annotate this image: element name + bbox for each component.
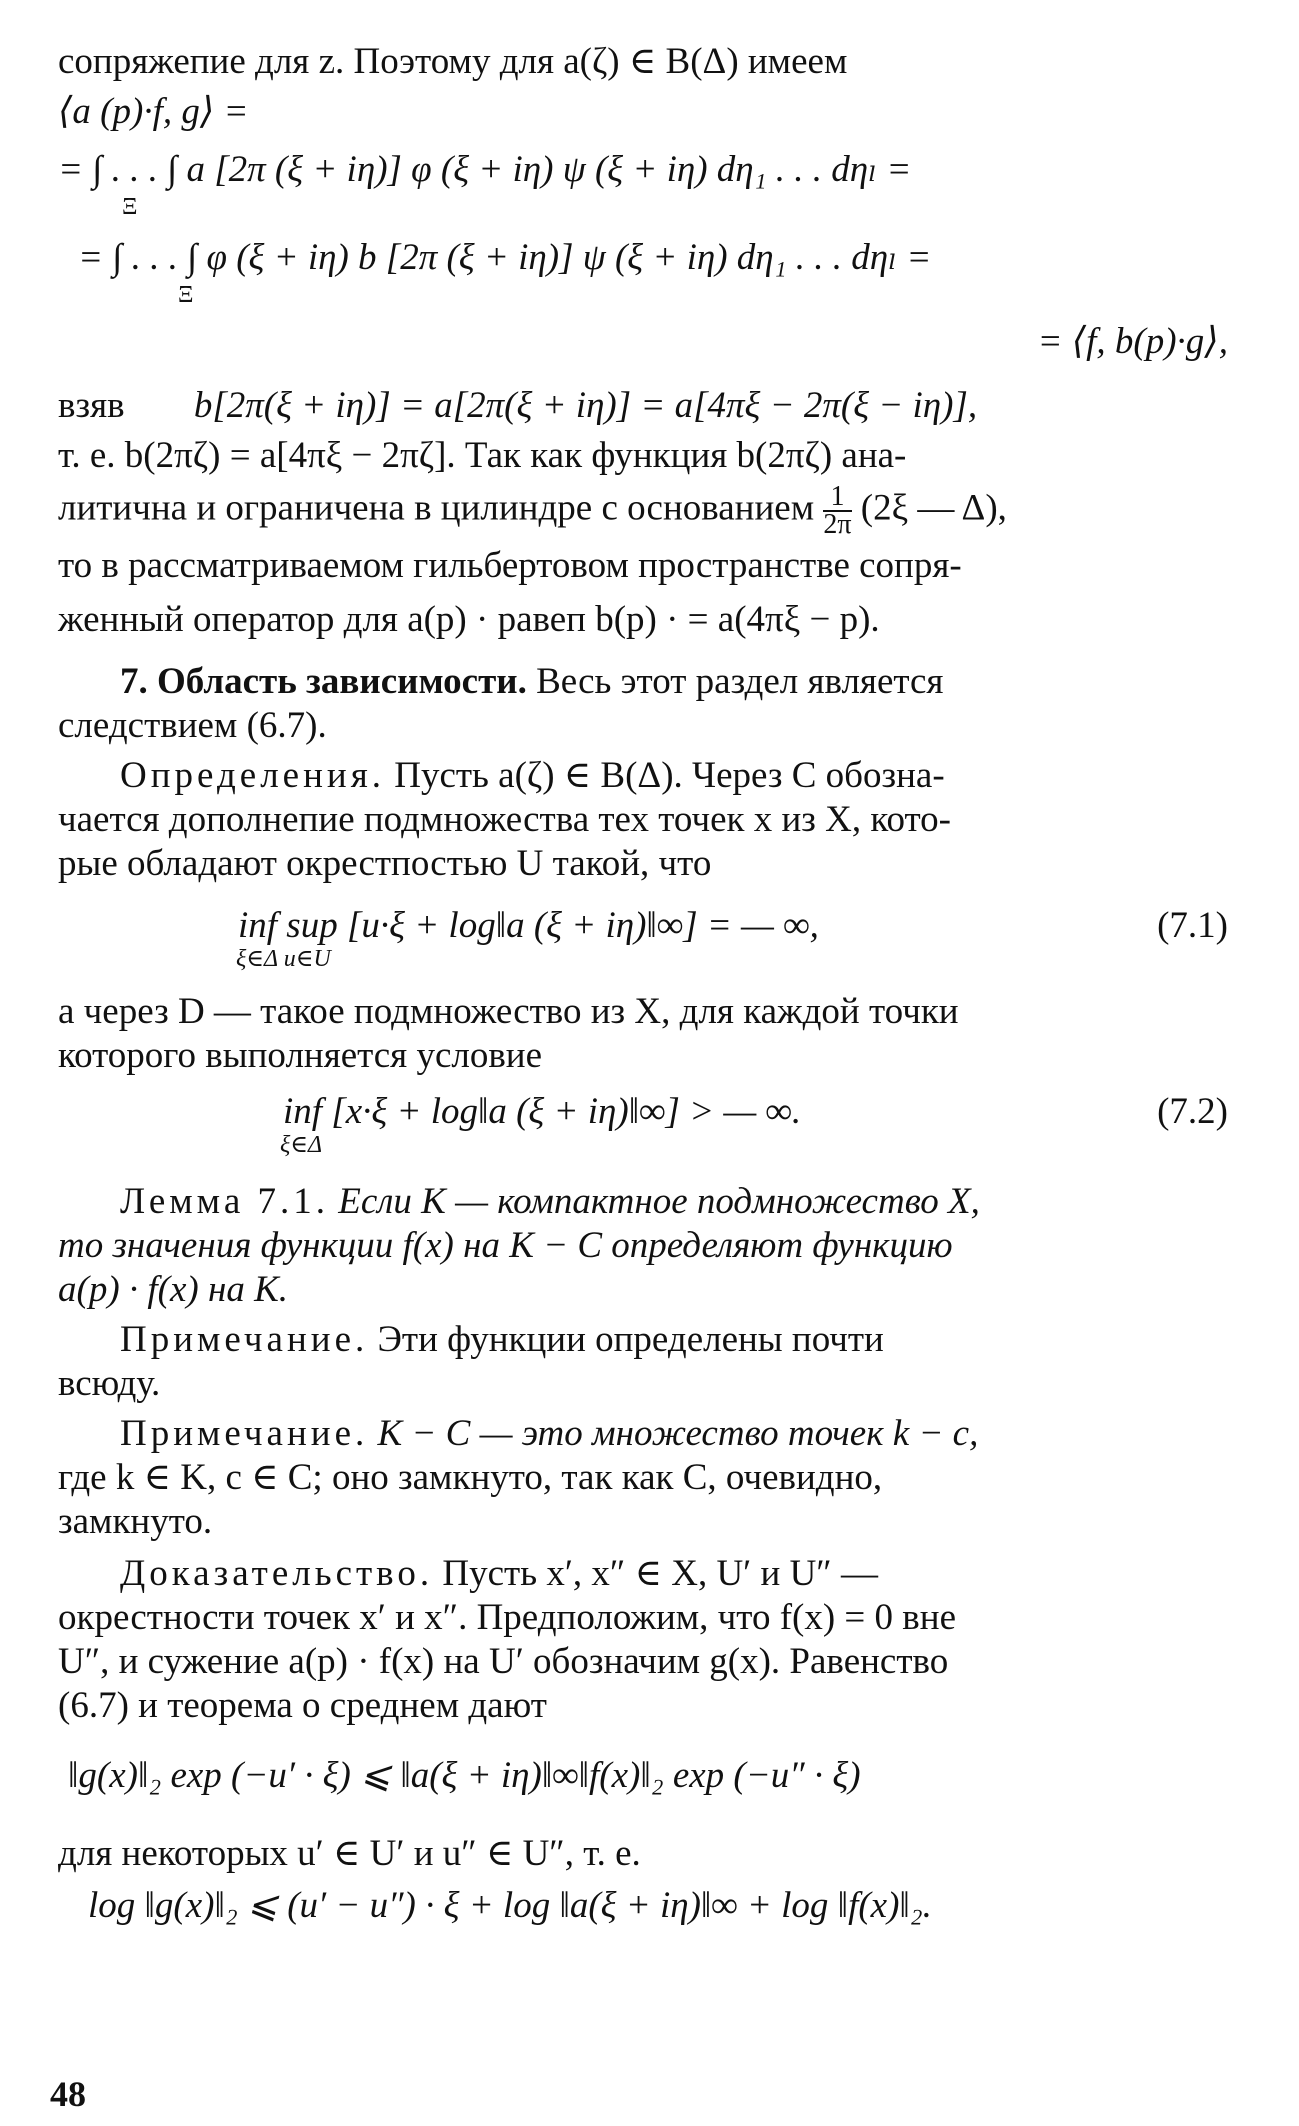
text-line: следствием (6.7). [58,705,327,746]
text-line: U″, и сужение a(p) · f(x) на U′ обозначим g(x). Равенство [58,1641,949,1682]
text-line: замкнуто. [58,1501,213,1542]
text-line: для некоторых u′ ∈ U′ и u″ ∈ U″, т. е. [58,1833,641,1874]
equation-7-2 [58,1090,1228,1160]
text-line: всюду. [58,1363,161,1404]
equation-line [58,236,1228,308]
inequality-line: ‖g(x)‖₂ exp (−u′ · ξ) ⩽ ‖a(ξ + iη)‖∞‖f(x)‖₂ exp (−u″ · ξ) [68,1755,861,1796]
note-label: Примечание. [120,1413,369,1454]
proof-label: Доказательство. [120,1553,434,1594]
text-line: чается дополнепие подмножества тех точек x из X, кото- [58,799,951,840]
section-heading-line [58,660,1228,704]
fraction-numerator: 1 [823,484,851,512]
text-line: (6.7) и теорема о среднем дают [58,1685,547,1726]
text-fragment: Весь этот раздел является [526,661,944,702]
equation-line: = ⟨f, b(p)·g⟩, [1037,321,1228,362]
note-line [58,1318,1228,1362]
equation-subscript: Ξ [122,194,138,220]
fraction [823,481,852,540]
equation-subscript: Ξ [178,282,194,308]
text-line: a(p) · f(x) на K. [58,1269,289,1310]
text-fragment: Пусть x′, x″ ∈ X, U′ и U″ — [433,1553,878,1594]
equation-7-1 [58,904,1228,974]
note-line [58,1412,1228,1456]
proof-line [58,1552,1228,1596]
text-fragment: Если K — компактное подмножество X, [329,1181,980,1222]
text-line: окрестности точек x′ и x″. Предположим, что f(x) = 0 вне [58,1597,956,1638]
fraction-denominator: 2π [823,509,852,540]
text-line: сопряжепие для z. Поэтому для a(ζ) ∈ B(Δ) имеем [58,41,848,82]
text-line: которого выполняется условие [58,1035,543,1076]
equation-subscript: ξ∈Δ u∈U [236,946,331,972]
lemma-label: Лемма 7.1. [120,1181,330,1222]
text-line: а через D — такое подмножество из X, для каждой точки [58,991,959,1032]
equation-text: = ∫ . . . ∫ a [2π (ξ + iη)] φ (ξ + iη) ψ (ξ + iη) dη₁ . . . dηₗ = [58,149,912,190]
text-line: т. е. b(2πζ) = a[4πξ − 2πζ]. Так как функция b(2πζ) ана- [58,435,907,476]
page-number: 48 [50,2074,86,2114]
text-line: рые обладают окрестпостью U такой, что [58,843,712,884]
text-line: ⟨a (p)·f, g⟩ = [58,91,249,132]
equation-text: = ∫ . . . ∫ φ (ξ + iη) b [2π (ξ + iη)] ψ (ξ + iη) dη₁ . . . dηₗ = [78,237,932,278]
equation-text: inf [x·ξ + log‖a (ξ + iη)‖∞] > — ∞. [283,1091,802,1132]
text-line [58,754,1228,798]
note-label: Примечание. [120,1319,369,1360]
text-line [58,481,1228,540]
text-fragment: (2ξ — Δ), [860,487,1007,529]
text-line: то значения функции f(x) на K − C определяют функцию [58,1225,953,1266]
inequality-line: log ‖g(x)‖₂ ⩽ (u′ − u″) · ξ + log ‖a(ξ + iη)‖∞ + log ‖f(x)‖₂. [88,1885,932,1926]
text-fragment: Эти функции определены почти [368,1319,884,1360]
text-line: женный оператор для a(p) · равеп b(p) · = a(4πξ − p). [58,599,880,640]
text-fragment: K − C — это множество точек k − c, [368,1413,979,1454]
text-line: где k ∈ K, c ∈ C; оно замкнуто, так как C, очевидно, [58,1457,883,1498]
definition-label: Определения. [120,755,385,796]
text-fragment: Пусть a(ζ) ∈ B(Δ). Через C обозна- [384,755,945,796]
lemma-line [58,1180,1228,1224]
formula-fragment: b[2π(ξ + iη)] = a[2π(ξ + iη)] = a[4πξ − 2π(ξ − iη)], [193,385,978,426]
text-fragment: литична и ограничена в цилиндре с основанием [58,487,815,529]
equation-number: (7.1) [1157,905,1228,946]
equation-text: inf sup [u·ξ + log‖a (ξ + iη)‖∞] = — ∞, [238,905,819,946]
text-line [58,384,1228,428]
page-body [58,40,1228,1928]
equation-subscript: ξ∈Δ [280,1132,323,1158]
text-fragment: взяв [58,385,125,426]
section-title: 7. Область зависимости. [120,661,527,702]
equation-line [58,148,1228,220]
text-line: то в рассматриваемом гильбертовом пространстве сопря- [58,545,962,586]
equation-number: (7.2) [1157,1091,1228,1132]
